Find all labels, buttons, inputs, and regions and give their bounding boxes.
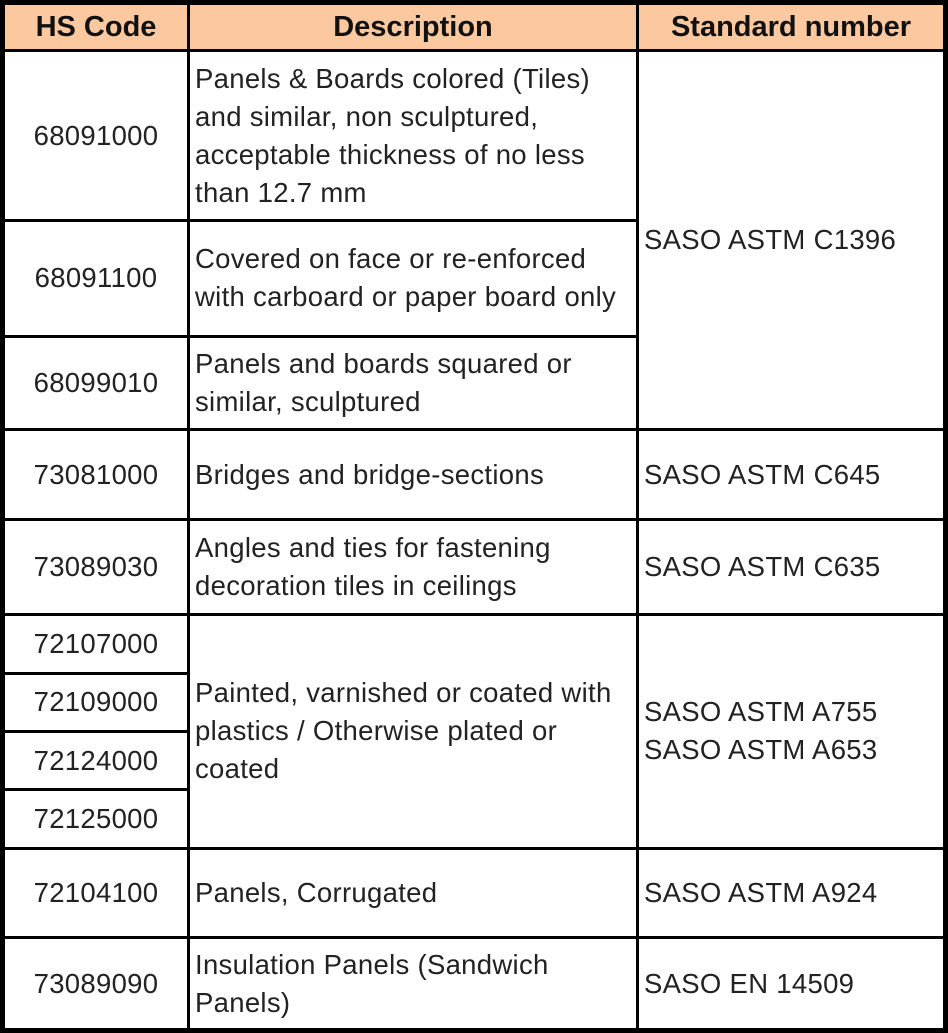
standard-line: SASO ASTM A653	[644, 734, 878, 766]
description-cell	[190, 616, 636, 846]
hs-code-cell: 72109000	[5, 675, 187, 730]
description-cell: Insulation Panels (Sandwich Panels)	[190, 939, 636, 1028]
table-row	[5, 850, 943, 937]
hs-code-cell: 72125000	[5, 791, 187, 846]
hs-code-cell: 68091100	[5, 222, 187, 335]
description-cell: Panels, Corrugated	[190, 850, 636, 937]
standard-cell: SASO ASTM A924	[639, 850, 943, 937]
description-cell: Panels & Boards colored (Tiles) and similar, non sculptured, acceptable thickness of no less than 12.7 mm	[190, 52, 636, 219]
table-row	[5, 521, 943, 614]
description-text: Painted, varnished or coated with plastics / Otherwise plated or coated	[195, 677, 612, 785]
header-row	[5, 5, 943, 49]
hs-code-cell: 72124000	[5, 733, 187, 788]
standard-cell: SASO EN 14509	[639, 939, 943, 1028]
header-hs-code: HS Code	[5, 5, 187, 49]
hs-standards-table	[2, 2, 946, 1031]
hs-code-cell: 73089090	[5, 939, 187, 1028]
table-row	[5, 616, 943, 671]
standard-line: SASO ASTM A755	[644, 696, 878, 728]
standard-cell: SASO ASTM C645	[639, 431, 943, 518]
hs-code-cell: 68099010	[5, 338, 187, 429]
description-cell: Angles and ties for fastening decoration tiles in ceilings	[190, 521, 636, 614]
description-cell: Covered on face or re-enforced with carboard or paper board only	[190, 222, 636, 335]
hs-code-cell: 72104100	[5, 850, 187, 937]
standard-cell	[639, 616, 943, 846]
standard-cell: SASO ASTM C635	[639, 521, 943, 614]
description-cell: Panels and boards squared or similar, sculptured	[190, 338, 636, 429]
table-row	[5, 52, 943, 219]
hs-code-cell: 73081000	[5, 431, 187, 518]
header-standard-number: Standard number	[639, 5, 943, 49]
table-row	[5, 939, 943, 1028]
hs-code-cell: 73089030	[5, 521, 187, 614]
hs-code-cell: 68091000	[5, 52, 187, 219]
description-cell: Bridges and bridge-sections	[190, 431, 636, 518]
header-description: Description	[190, 5, 636, 49]
hs-code-cell: 72107000	[5, 616, 187, 671]
table-row	[5, 431, 943, 518]
standard-cell: SASO ASTM C1396	[639, 52, 943, 428]
